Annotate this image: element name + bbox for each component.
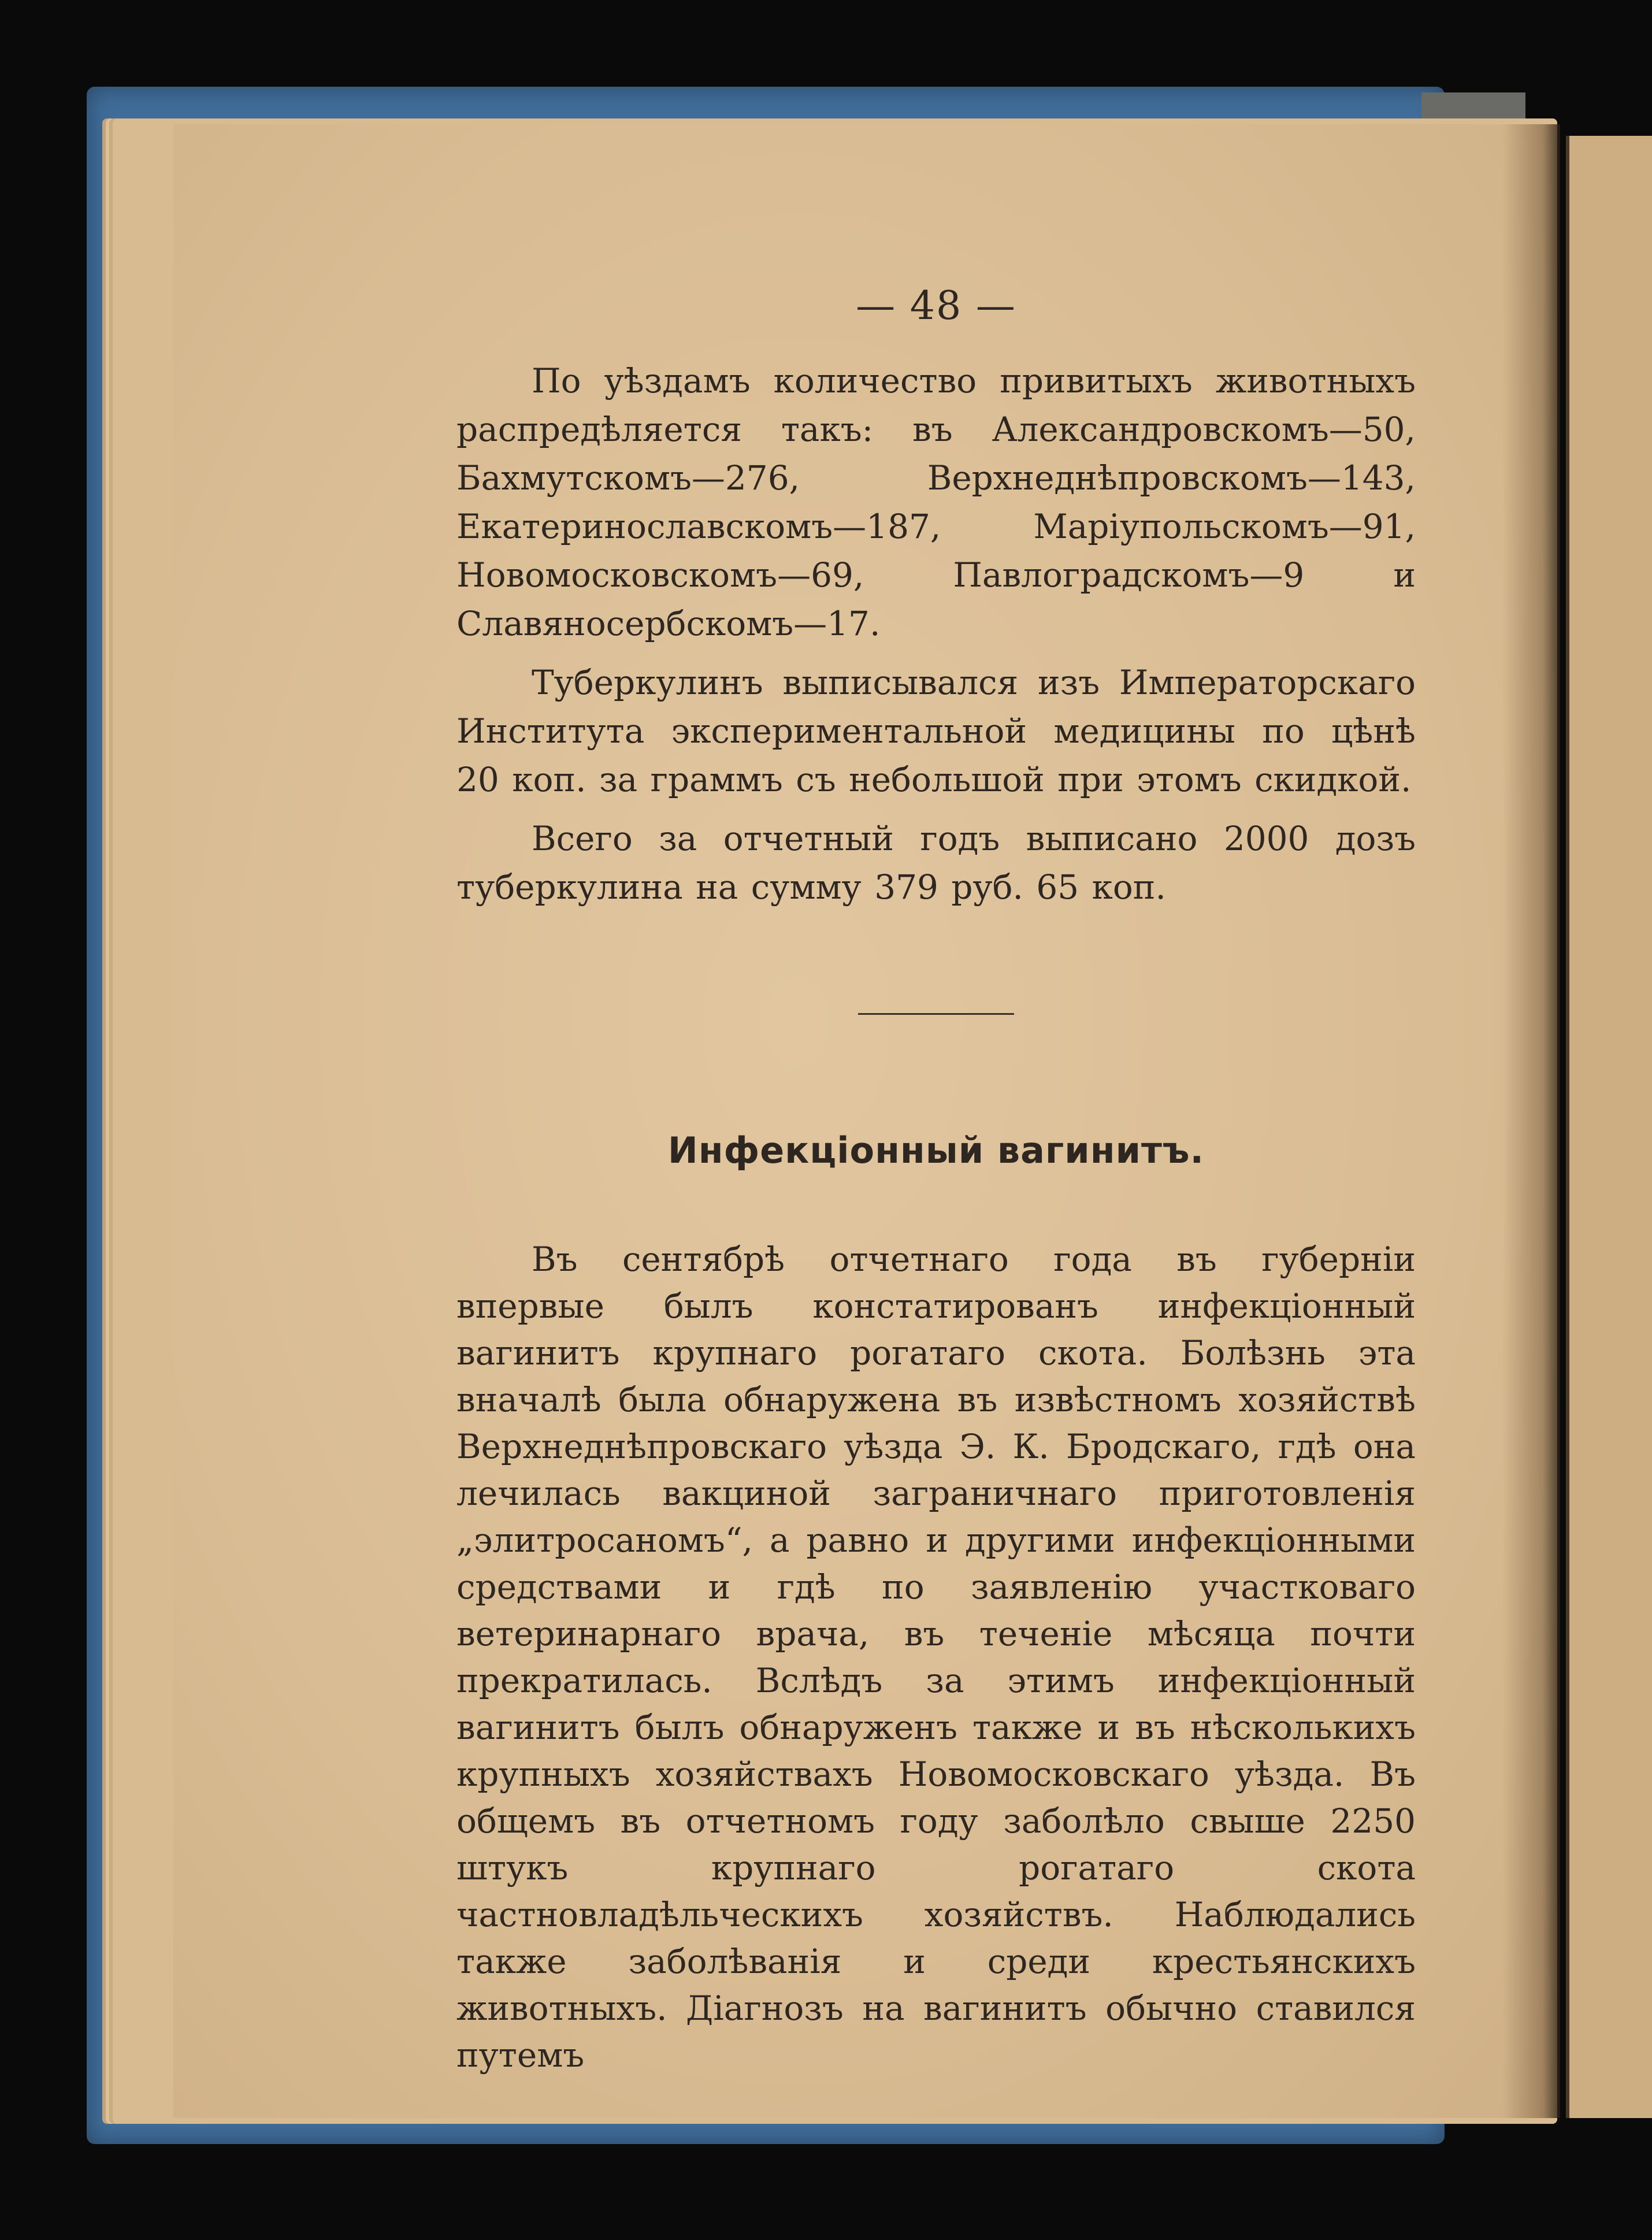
page-text [456, 283, 1416, 2079]
paragraph-tuberculin: Туберкулинъ выписывался изъ Императорскаго Института экспериментальной медицины по цѣнѣ 20 коп. за граммъ съ небольшой при этомъ скидкой. [456, 663, 1416, 799]
page-number: — 48 — [856, 283, 1016, 329]
paragraph-districts: По уѣздамъ количество привитыхъ животныхъ распредѣляется такъ: въ Александровскомъ—50, Бахмутскомъ—276, Верхнеднѣпровскомъ—143, Екатеринославскомъ—187, Маріупольскомъ—91, Новомосковскомъ—69, Павлоградскомъ—9 и Славяносербскомъ—17. [456, 361, 1416, 643]
paragraph-total-doses: Всего за отчетный годъ выписано 2000 дозъ туберкулина на сумму 379 руб. 65 коп. [456, 819, 1416, 907]
paragraph-vaginitis: Въ сентябрѣ отчетнаго года въ губерніи впервые былъ констатированъ инфекціонный вагинитъ крупнаго рогатаго скота. Болѣзнь эта вначалѣ была обнаружена въ извѣстномъ хозяйствѣ Верхнеднѣпровскаго уѣзда Э. К. Бродскаго, гдѣ она лечилась вакциной заграничнаго приготовленія „элитросаномъ“, а равно и другими инфекціонными средствами и гдѣ по заявленію участковаго ветеринарнаго врача, въ теченіе мѣсяца почти прекратилась. Вслѣдъ за этимъ инфекціонный вагинитъ былъ обнаруженъ также и въ нѣсколькихъ крупныхъ хозяйствахъ Новомосковскаго уѣзда. Въ общемъ въ отчетномъ году заболѣло свыше 2250 штукъ крупнаго рогатаго скота частновладѣльческихъ хозяйствъ. Наблюдались также заболѣванія и среди крестьянскихъ животныхъ. Діагнозъ на вагинитъ обычно ставился путемъ [456, 1240, 1416, 2075]
section-title: Инфекціонный вагинитъ. [667, 1129, 1205, 1171]
section-divider [858, 1013, 1014, 1015]
facing-page-edge [1566, 136, 1652, 2118]
gutter-shadow [1502, 124, 1560, 2118]
